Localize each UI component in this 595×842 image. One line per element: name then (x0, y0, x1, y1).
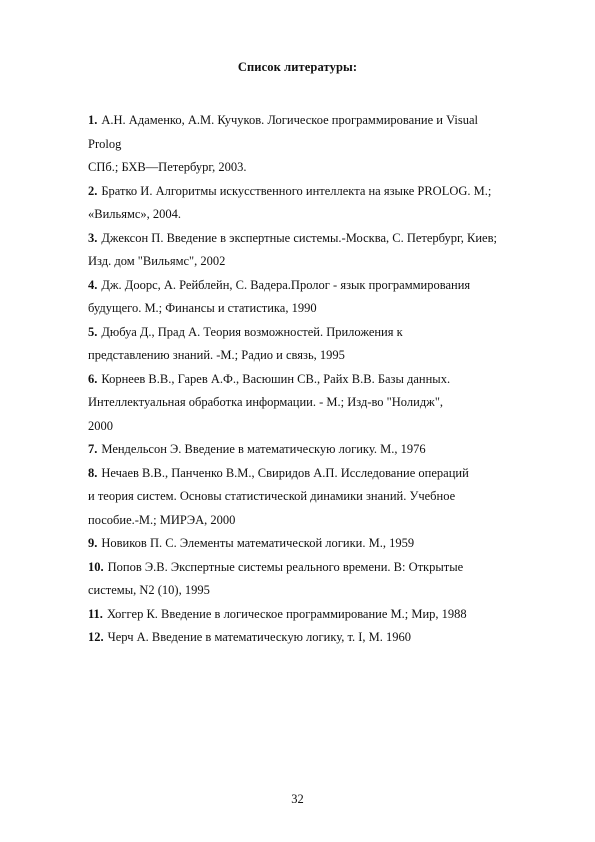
page-title: Список литературы: (237, 60, 358, 74)
reference-text: Попов Э.В. Экспертные системы реального времени. В: Открытые (107, 559, 464, 574)
reference-line (88, 629, 528, 653)
reference-number: 4. (88, 277, 98, 292)
reference-text: Дюбуа Д., Прад А. Теория возможностей. Приложения к (101, 324, 403, 339)
reference-line (88, 394, 528, 418)
reference-item (88, 371, 528, 442)
reference-number: 1. (88, 113, 98, 127)
reference-line (88, 371, 528, 395)
reference-text: Интеллектуальная обработка информации. - М.; Изд-во "Нолидж", (88, 395, 444, 409)
reference-text: СПб.; БХВ—Петербург, 2003. (88, 160, 247, 174)
reference-line (88, 441, 528, 465)
page-number: 32 (291, 792, 304, 806)
reference-line (88, 183, 528, 207)
reference-list (88, 112, 528, 653)
reference-line (88, 418, 528, 442)
reference-item (88, 183, 528, 230)
reference-line (88, 277, 528, 301)
reference-text: «Вильямс», 2004. (88, 207, 182, 221)
reference-line (88, 253, 528, 277)
reference-item (88, 535, 528, 559)
reference-number: 5. (88, 324, 98, 339)
reference-number: 3. (88, 230, 98, 245)
reference-text: 2000 (88, 418, 113, 433)
reference-text: Новиков П. С. Элементы математической логики. М., 1959 (101, 536, 415, 550)
reference-line (88, 582, 528, 606)
reference-number: 9. (88, 536, 98, 550)
reference-text: Черч А. Введение в математическую логику, т. I, М. 1960 (107, 630, 412, 644)
reference-item (88, 559, 528, 606)
reference-line (88, 465, 528, 489)
reference-line (88, 230, 528, 254)
reference-number: 2. (88, 183, 98, 198)
reference-text: представлению знаний. -М.; Радио и связь, 1995 (88, 348, 345, 362)
reference-number: 11. (88, 606, 103, 621)
reference-line (88, 206, 528, 230)
reference-line (88, 324, 528, 348)
reference-line (88, 559, 528, 583)
reference-line (88, 512, 528, 536)
reference-line (88, 488, 528, 512)
reference-line (88, 535, 528, 559)
reference-text: Братко И. Алгоритмы искусственного интеллекта на языке PROLOG. М.; (101, 183, 492, 198)
reference-line (88, 606, 528, 630)
reference-number: 7. (88, 442, 98, 456)
reference-text: А.Н. Адаменко, А.М. Кучуков. Логическое программирование и Visual (101, 113, 478, 127)
reference-text: Нечаев В.В., Панченко В.М., Свиридов А.П. Исследование операций (101, 465, 469, 480)
reference-line (88, 159, 528, 183)
reference-item (88, 230, 528, 277)
reference-text: Корнеев В.В., Гарев А.Ф., Васюшин СВ., Райх В.В. Базы данных. (101, 371, 451, 386)
reference-line (88, 136, 528, 160)
reference-line (88, 300, 528, 324)
reference-item (88, 277, 528, 324)
reference-text: и теория систем. Основы статистической динамики знаний. Учебное (88, 489, 456, 503)
reference-item (88, 441, 528, 465)
reference-line (88, 347, 528, 371)
reference-text: системы, N2 (10), 1995 (88, 583, 210, 597)
reference-line (88, 112, 528, 136)
reference-item (88, 606, 528, 630)
reference-text: пособие.-М.; МИРЭА, 2000 (88, 512, 236, 527)
reference-item (88, 324, 528, 371)
reference-number: 8. (88, 465, 98, 480)
reference-number: 12. (88, 630, 104, 644)
reference-text: Хоггер К. Введение в логическое программирование М.; Мир, 1988 (106, 606, 467, 621)
reference-item (88, 465, 528, 536)
reference-number: 6. (88, 371, 98, 386)
reference-item (88, 112, 528, 183)
reference-text: Prolog (88, 136, 122, 151)
reference-item (88, 629, 528, 653)
reference-text: Изд. дом "Вильямс", 2002 (88, 254, 226, 268)
reference-text: Дж. Доорс, А. Рейблейн, С. Вадера.Пролог - язык программирования (101, 277, 471, 292)
reference-text: Джексон П. Введение в экспертные системы.-Москва, С. Петербург, Киев; (101, 230, 497, 245)
reference-text: Мендельсон Э. Введение в математическую логику. М., 1976 (101, 442, 426, 456)
reference-number: 10. (88, 559, 104, 574)
reference-text: будущего. М.; Финансы и статистика, 1990 (88, 301, 317, 315)
